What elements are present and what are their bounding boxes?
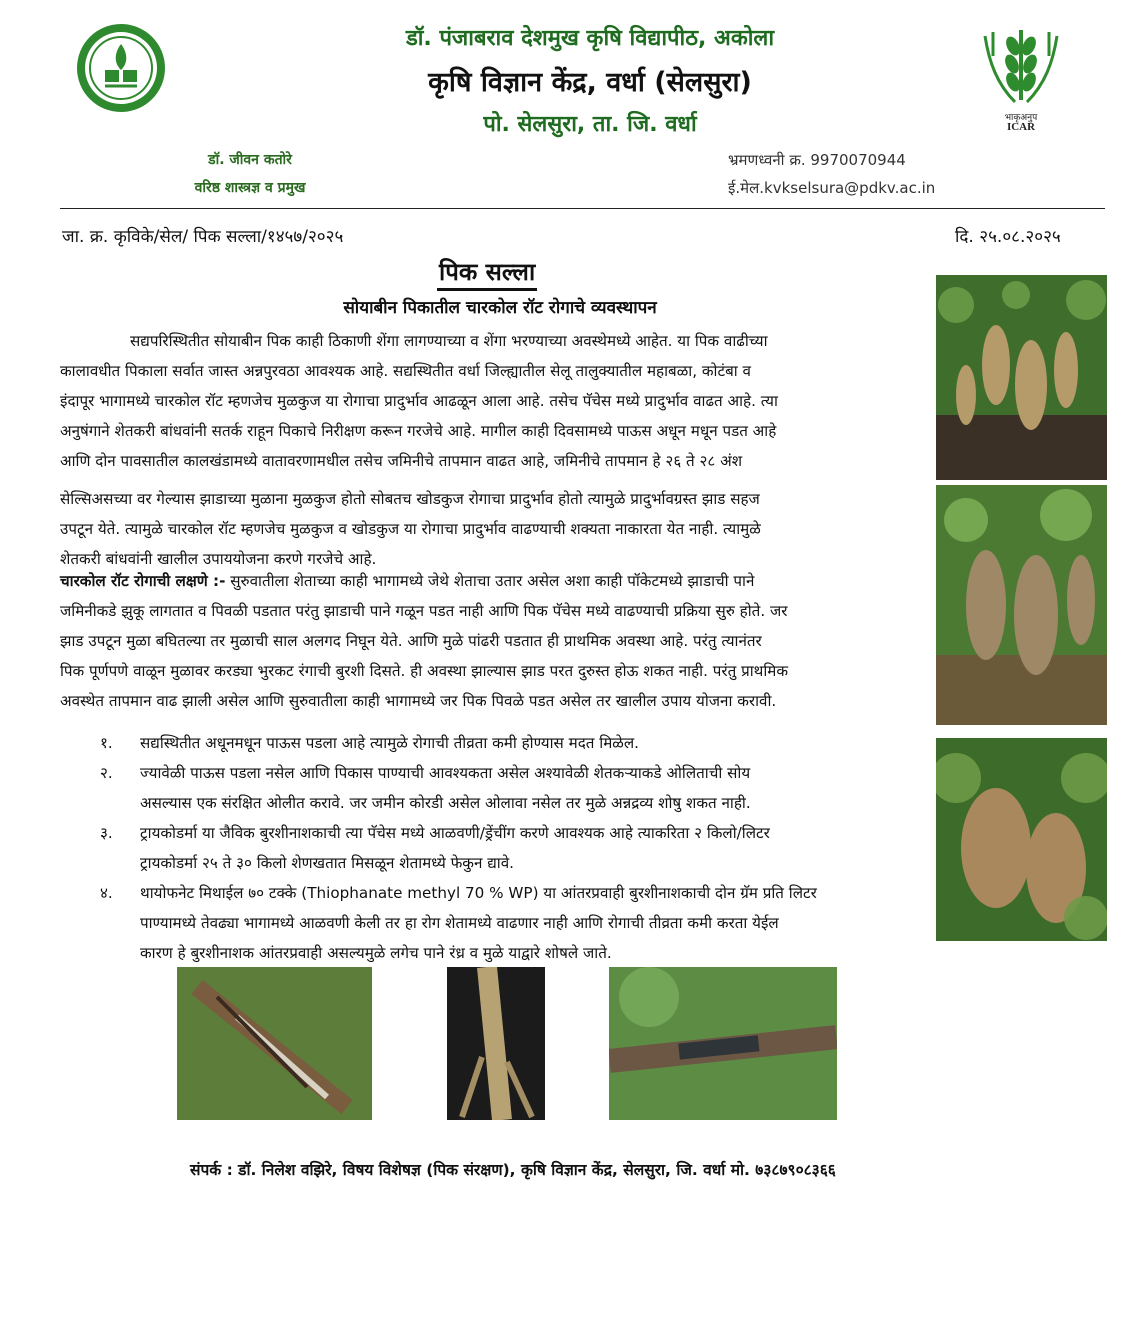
- document-title: पिक सल्ला: [437, 255, 537, 291]
- field-photo-patches: [936, 738, 1107, 941]
- list-item-line: ट्रायकोडर्मा या जैविक बुरशीनाशकाची त्या पॅचेस मध्ये आळवणी/ड्रेंचींग करणे आवश्यक आहे त्याकरिता २ किलो/लिटर: [140, 824, 770, 842]
- list-item-line: ट्रायकोडर्मा २५ ते ३० किलो शेणखतात मिसळून शेतामध्ये फेकुन द्यावे.: [140, 854, 514, 872]
- intro-line: इंदापूर भागामध्ये चारकोल रॉट म्हणजेच मुळकुज या रोगाचा प्रादुर्भाव आढळून आला आहे. तसेच पॅचेस मध्ये प्रादुर्भाव वाढत आहे. त्या: [60, 392, 778, 410]
- measures-list: [100, 728, 920, 968]
- intro-line: सेल्सिअसच्या वर गेल्यास झाडाच्या मुळाना मुळकुज होतो सोबतच खोडकुज रोगाचा प्रादुर्भाव होतो त्यामुळे प्रादुर्भावग्रस्त झाड सहज: [60, 490, 760, 508]
- list-item-line: पाण्यामध्ये तेवढ्या भागामध्ये आळवणी केली तर हा रोग शेतामध्ये वाढणार नाही आणि रोगाची तीव्रता कमी करता येईल: [140, 914, 779, 932]
- list-item-line: ज्यावेळी पाऊस पडला नसेल आणि पिकास पाण्याची आवश्यकता असेल अश्यावेळी शेतकऱ्याकडे ओलिताची सोय: [140, 764, 751, 782]
- intro-continuation: [60, 484, 920, 574]
- list-item-number: ४.: [100, 884, 113, 902]
- symptoms-line: अवस्थेत तापमान वाढ झाली असेल आणि सुरुवातीला काही भागामध्ये जर पिक पिवळे पडत असेल तर खालील उपाय योजना करावी.: [60, 692, 777, 710]
- icar-hindi-text: भाकृअनुप: [1004, 113, 1038, 123]
- list-item: [100, 818, 920, 878]
- list-item: [100, 758, 920, 818]
- intro-line: सद्यपरिस्थितीत सोयाबीन पिक काही ठिकाणी शेंगा लागण्याच्या व शेंगा भरण्याच्या अवस्थेमध्ये आहेत. या पिक वाढीच्या: [130, 332, 768, 350]
- list-item-number: ३.: [100, 824, 113, 842]
- university-logo: [75, 22, 167, 114]
- symptoms-line: झाड उपटून मुळा बघितल्या तर मुळाची साल अलगद निघून येते. आणि मुळे पांढरी पडतात ही प्राथमिक अवस्था आहे. परंतु त्यानंतर: [60, 632, 762, 650]
- root-photo-stem-base: [447, 967, 545, 1120]
- symptoms-paragraph: [60, 566, 920, 716]
- intro-line: अनुषंगाने शेतकरी बांधवांनी सतर्क राहून पिकाचे निरीक्षण करून गरजेचे आहे. मागील काही दिवसामध्ये पाऊस अधून मधून पडत आहे: [60, 422, 777, 440]
- intro-line: शेतकरी बांधवांनी खालील उपाययोजना करणे गरजेचे आहे.: [60, 550, 377, 568]
- intro-line: उपटून येते. त्यामुळे चारकोल रॉट म्हणजेच मुळकुज व खोडकुज या रोगाचा प्रादुर्भाव वाढण्याची शक्यता नाकारता येत नाही. त्यामुळे: [60, 520, 761, 538]
- icar-logo: [975, 22, 1067, 134]
- list-item: [100, 878, 920, 968]
- reference-number: जा. क्र. कृविके/सेल/ पिक सल्ला/१४५७/२०२५: [62, 227, 344, 247]
- symptoms-line: पिक पूर्णपणे वाळून मुळावर करड्या भुरकट रंगाची बुरशी दिसते. ही अवस्था झाल्यास झाड परत दुरुस्त होऊ शकत नाही. परंतु प्राथमिक: [60, 662, 789, 680]
- list-item: [100, 728, 920, 758]
- root-photo-split-stem: [177, 967, 372, 1120]
- list-item-number: २.: [100, 764, 113, 782]
- kvk-address: पो. सेलसुरा, ता. जि. वर्धा: [483, 112, 697, 137]
- phone-number: भ्रमणध्वनी क्र. 9970070944: [728, 151, 906, 169]
- symptoms-line: जमिनीकडे झुकू लागतात व पिवळी पडतात परंतु झाडाची पाने गळून पडत नाही आणि पिक पॅचेस मध्ये वाढण्याची प्रक्रिया सुरु होते. जर: [60, 602, 788, 620]
- list-item-line: सद्यस्थितीत अधूनमधून पाऊस पडला आहे त्यामुळे रोगाची तीव्रता कमी होण्यास मदत मिळेल.: [140, 734, 639, 752]
- document-date: दि. २५.०८.२०२५: [955, 227, 1061, 247]
- list-item-line: कारण हे बुरशीनाशक आंतरप्रवाही असल्यमुळे लगेच पाने रंध्र व मुळे याद्वारे शोषले जाते.: [140, 944, 612, 962]
- root-photo-charcoal-stem: [609, 967, 837, 1120]
- header-divider: [60, 208, 1105, 209]
- list-item-number: १.: [100, 734, 113, 752]
- email-address: ई.मेल.kvkselsura@pdkv.ac.in: [728, 179, 936, 197]
- intro-line: आणि दोन पावसातील कालखंडामध्ये वातावरणामधील तसेच जमिनीचे तापमान वाढत आहे, जमिनीचे तापमान हे २६ ते २८ अंश: [60, 452, 743, 470]
- contact-footer: संपर्क : डॉ. निलेश वझिरे, विषय विशेषज्ञ (पिक संरक्षण), कृषि विज्ञान केंद्र, सेलसुरा, जि. वर्धा मो. ७३८७९०८३६६: [190, 1161, 836, 1179]
- icar-text: ICAR: [1006, 121, 1036, 133]
- document-subtitle: सोयाबीन पिकातील चारकोल रॉट रोगाचे व्यवस्थापन: [343, 298, 657, 318]
- kvk-name: कृषि विज्ञान केंद्र, वर्धा (सेलसुरा): [428, 67, 752, 98]
- symptoms-label: चारकोल रॉट रोगाची लक्षणे :-: [60, 572, 226, 590]
- head-title: वरिष्ठ शास्त्रज्ञ व प्रमुख: [194, 180, 306, 196]
- university-name: डॉ. पंजाबराव देशमुख कृषि विद्यापीठ, अकोला: [405, 26, 775, 51]
- list-item-line: असल्यास एक संरक्षित ओलीत करावे. जर जमीन कोरडी असेल ओलावा नसेल तर मुळे अन्नद्रव्य शोषु शकत नाही.: [140, 794, 751, 812]
- symptoms-line: सुरुवातीला शेताच्या काही भागामध्ये जेथे शेताचा उतार असेल अशा काही पॉकेटमध्ये झाडाची पाने: [225, 572, 755, 590]
- list-item-line: थायोफनेट मिथाईल ७० टक्के (Thiophanate methyl 70 % WP) या आंतरप्रवाही बुरशीनाशकाची दोन ग्रॅम प्रति लिटर: [140, 884, 817, 902]
- field-photo-wilting-plants: [936, 275, 1107, 480]
- field-photo-infected-patch: [936, 485, 1107, 725]
- head-name: डॉ. जीवन कतोरे: [208, 152, 292, 168]
- intro-paragraph: [60, 326, 920, 476]
- intro-line: कालावधीत पिकाला सर्वात जास्त अन्नपुरवठा आवश्यक आहे. सद्यस्थितीत वर्धा जिल्ह्यातील सेलू तालुक्यातील महाबळा, कोटंबा व: [60, 362, 751, 380]
